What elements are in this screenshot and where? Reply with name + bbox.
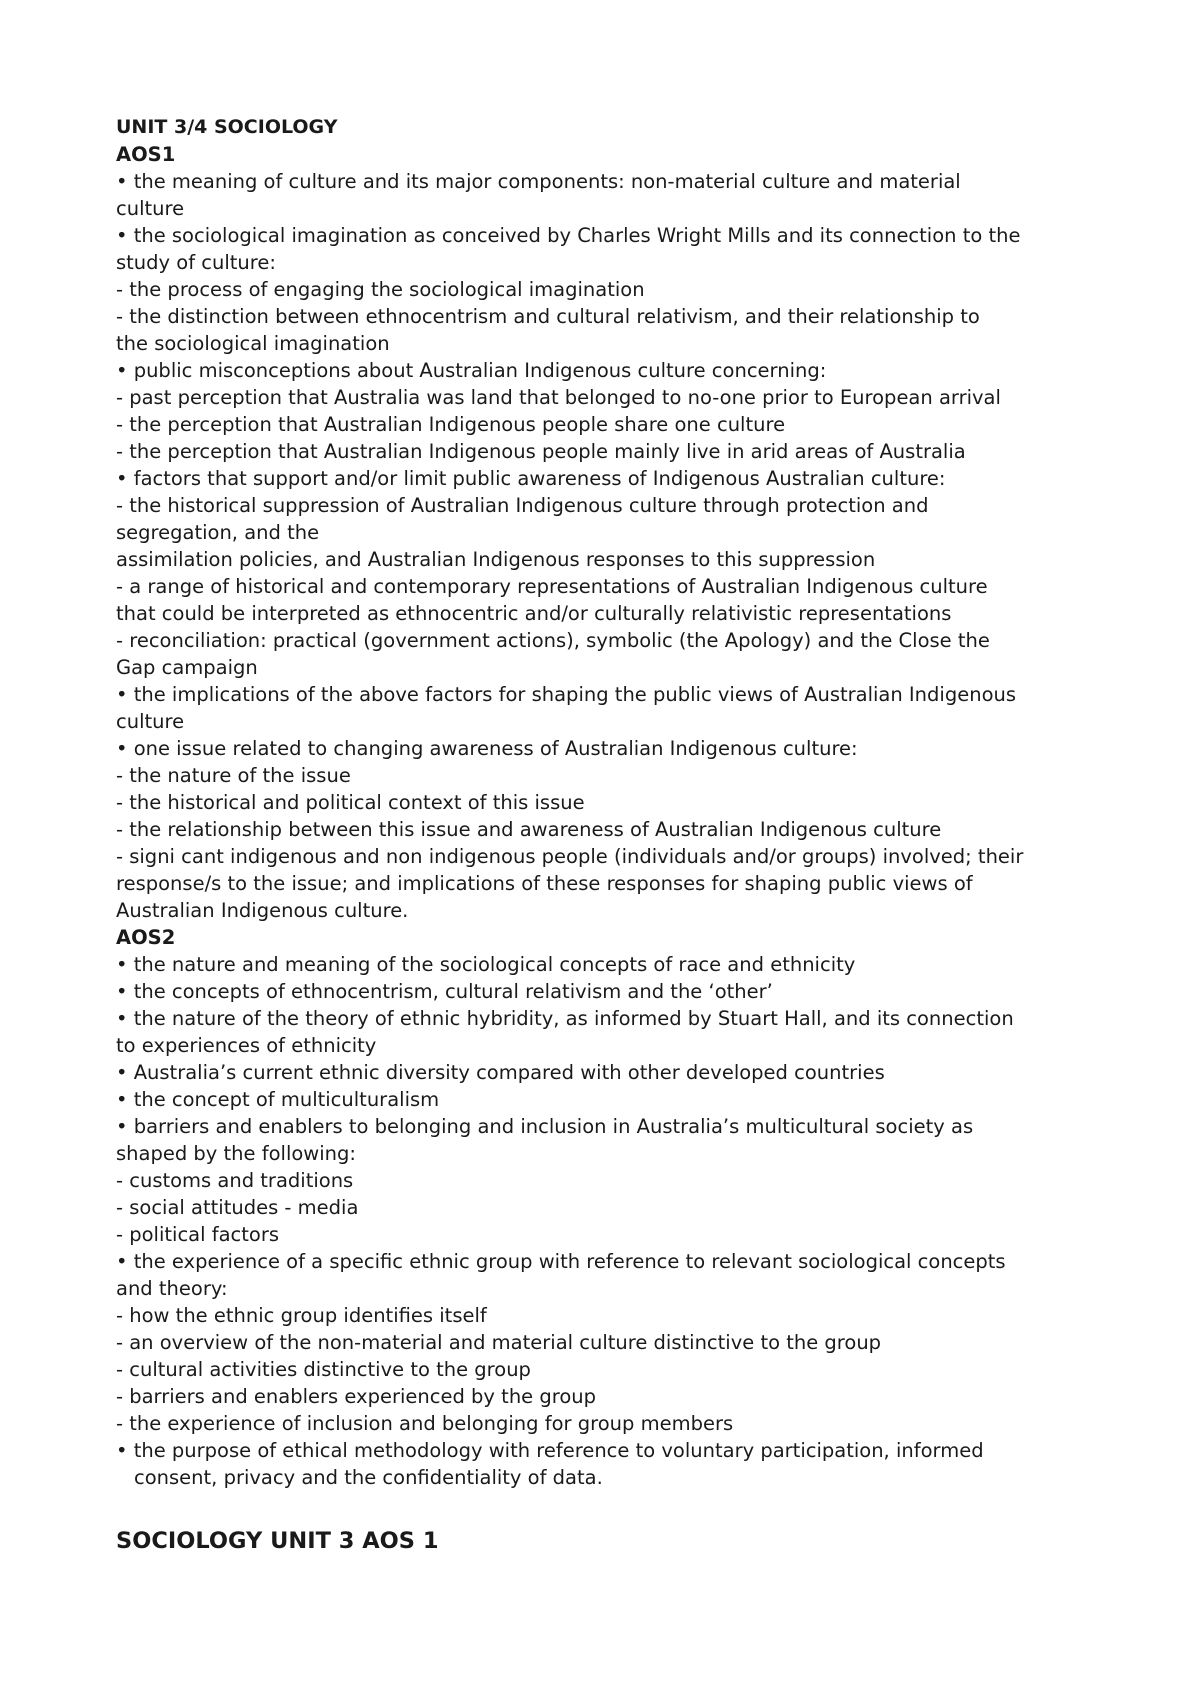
- text-line: culture: [116, 710, 185, 733]
- text-line: the sociological imagination: [116, 332, 390, 355]
- text-line: - the relationship between this issue and awareness of Australian Indigenous culture: [116, 818, 942, 841]
- text-line: - social attitudes - media: [116, 1196, 359, 1219]
- text-line: • public misconceptions about Australian Indigenous culture concerning:: [116, 359, 827, 382]
- text-line: - the distinction between ethnocentrism and cultural relativism, and their relationship to: [116, 305, 980, 328]
- text-line: - the process of engaging the sociological imagination: [116, 278, 645, 301]
- text-line: Gap campaign: [116, 656, 258, 679]
- text-line: • the meaning of culture and its major components: non-material culture and material: [116, 170, 961, 193]
- text-line: • one issue related to changing awareness of Australian Indigenous culture:: [116, 737, 858, 760]
- text-line: - past perception that Australia was land that belonged to no-one prior to European arrival: [116, 386, 1001, 409]
- text-line: - an overview of the non-material and material culture distinctive to the group: [116, 1331, 882, 1354]
- text-line: • the nature and meaning of the sociological concepts of race and ethnicity: [116, 953, 856, 976]
- aos-heading: AOS2: [116, 926, 176, 949]
- text-line: culture: [116, 197, 185, 220]
- document-body: [116, 114, 1116, 1491]
- aos-heading: AOS1: [116, 143, 176, 166]
- text-line: assimilation policies, and Australian Indigenous responses to this suppression: [116, 548, 876, 571]
- text-line: study of culture:: [116, 251, 276, 274]
- text-line: Australian Indigenous culture.: [116, 899, 409, 922]
- text-line: consent, privacy and the confidentiality of data.: [134, 1466, 603, 1489]
- text-line: • the concept of multiculturalism: [116, 1088, 440, 1111]
- text-line: - the nature of the issue: [116, 764, 351, 787]
- text-line: • barriers and enablers to belonging and inclusion in Australia’s multicultural society as: [116, 1115, 974, 1138]
- text-line: segregation, and the: [116, 521, 320, 544]
- text-line: response/s to the issue; and implications of these responses for shaping public views of: [116, 872, 973, 895]
- text-line: • the concepts of ethnocentrism, cultural relativism and the ‘other’: [116, 980, 773, 1003]
- text-line: - customs and traditions: [116, 1169, 354, 1192]
- text-line: • the sociological imagination as conceived by Charles Wright Mills and its connection to the: [116, 224, 1021, 247]
- text-line: - barriers and enablers experienced by the group: [116, 1385, 597, 1408]
- text-line: - signi cant indigenous and non indigenous people (individuals and/or groups) involved; their: [116, 845, 1024, 868]
- text-line: - the historical suppression of Australian Indigenous culture through protection and: [116, 494, 929, 517]
- document-title: UNIT 3/4 SOCIOLOGY: [116, 116, 338, 138]
- text-line: • the nature of the theory of ethnic hybridity, as informed by Stuart Hall, and its connection: [116, 1007, 1014, 1030]
- text-line: • the purpose of ethical methodology with reference to voluntary participation, informed: [116, 1439, 984, 1462]
- text-line: - political factors: [116, 1223, 280, 1246]
- text-line: • the experience of a specific ethnic group with reference to relevant sociological concepts: [116, 1250, 1006, 1273]
- text-line: - the perception that Australian Indigenous people mainly live in arid areas of Australia: [116, 440, 966, 463]
- text-line: • the implications of the above factors for shaping the public views of Australian Indigenous: [116, 683, 1017, 706]
- text-line: that could be interpreted as ethnocentric and/or culturally relativistic representations: [116, 602, 952, 625]
- text-line: - a range of historical and contemporary representations of Australian Indigenous culture: [116, 575, 988, 598]
- text-line: • factors that support and/or limit public awareness of Indigenous Australian culture:: [116, 467, 946, 490]
- text-line: to experiences of ethnicity: [116, 1034, 377, 1057]
- text-line: shaped by the following:: [116, 1142, 356, 1165]
- text-line: - cultural activities distinctive to the group: [116, 1358, 531, 1381]
- text-line: - the historical and political context of this issue: [116, 791, 585, 814]
- text-line: - the experience of inclusion and belonging for group members: [116, 1412, 734, 1435]
- section-heading: SOCIOLOGY UNIT 3 AOS 1: [116, 1528, 439, 1554]
- text-line: - how the ethnic group identifies itself: [116, 1304, 487, 1327]
- text-line: and theory:: [116, 1277, 228, 1300]
- text-line: - the perception that Australian Indigenous people share one culture: [116, 413, 786, 436]
- text-line: - reconciliation: practical (government actions), symbolic (the Apology) and the Close the: [116, 629, 990, 652]
- text-line: • Australia’s current ethnic diversity compared with other developed countries: [116, 1061, 885, 1084]
- content-lines: [116, 141, 1116, 1491]
